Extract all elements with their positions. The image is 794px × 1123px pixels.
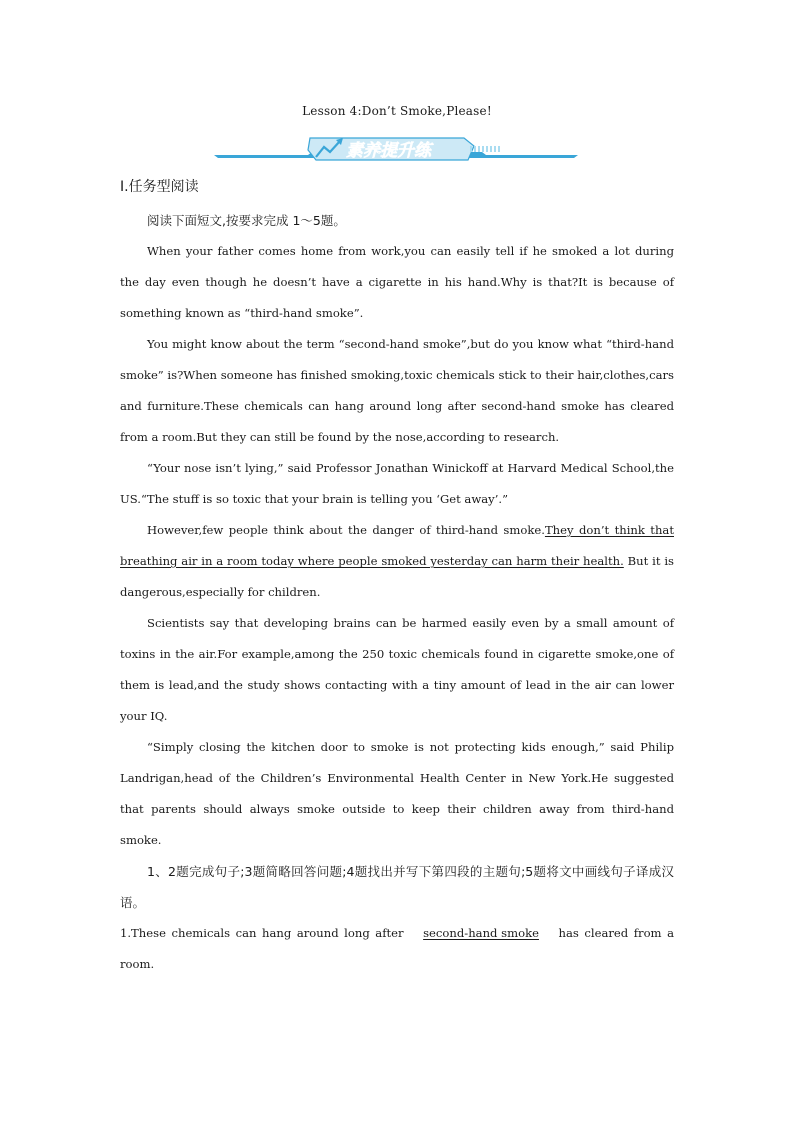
paragraph-1: When your father comes home from work,you can easily tell if he smoked a lot during the day even though he doesn’t have a cigarette in his hand.Why is that?It is because of something known as “third-hand smoke”. <box>120 244 674 320</box>
paragraph-3: “Your nose isn’t lying,” said Professor Jonathan Winickoff at Harvard Medical School,the US.“The stuff is so toxic that your brain is telling you ‘Get away’.” <box>120 461 674 506</box>
paragraph-2: You might know about the term “second-hand smoke”,but do you know what “third-hand smoke” is?When someone has finished smoking,toxic chemicals stick to their hair,clothes,cars and furniture.These chemicals can hang around long after second-hand smoke has cleared from a room.But they can still be found by the nose,according to research. <box>120 337 674 444</box>
paragraph-5: Scientists say that developing brains can be harmed easily even by a small amount of toxins in the air.For example,among the 250 toxic chemicals found in cigarette smoke,one of them is lead,and the study shows contacting with a tiny amount of lead in the air can lower your IQ. <box>120 616 674 723</box>
instruction-text: 阅读下面短文,按要求完成 1～5题。 <box>147 213 346 228</box>
question-1-lead: 1.These chemicals can hang around long after <box>120 926 410 940</box>
lesson-title: Lesson 4:Don’t Smoke,Please! <box>302 104 492 118</box>
section-banner <box>212 132 582 166</box>
question-1-tail: has cleared from a room. <box>120 926 674 971</box>
passage-body <box>120 205 674 980</box>
banner-label: 素养提升练 <box>346 141 431 161</box>
underlined-sentence: They don’t think that breathing air in a room today where people smoked yesterday can harm their health. <box>120 523 674 568</box>
question-1-answer: second-hand smoke <box>423 926 539 940</box>
section-heading: Ⅰ.任务型阅读 <box>120 179 199 195</box>
paragraph-4-lead: However,few people think about the danger of third-hand smoke. <box>147 523 545 537</box>
paragraph-4-tail: But it is dangerous,especially for children. <box>120 554 674 599</box>
task-instruction: 1、2题完成句子;3题简略回答问题;4题找出并写下第四段的主题句;5题将文中画线句子译成汉语。 <box>120 864 674 910</box>
paragraph-6: “Simply closing the kitchen door to smoke is not protecting kids enough,” said Philip Landrigan,head of the Children’s Environmental Health Center in New York.He suggested that parents should always smoke outside to keep their children away from third-hand smoke. <box>120 740 674 847</box>
paragraph-4 <box>120 515 674 608</box>
question-1 <box>120 918 674 980</box>
